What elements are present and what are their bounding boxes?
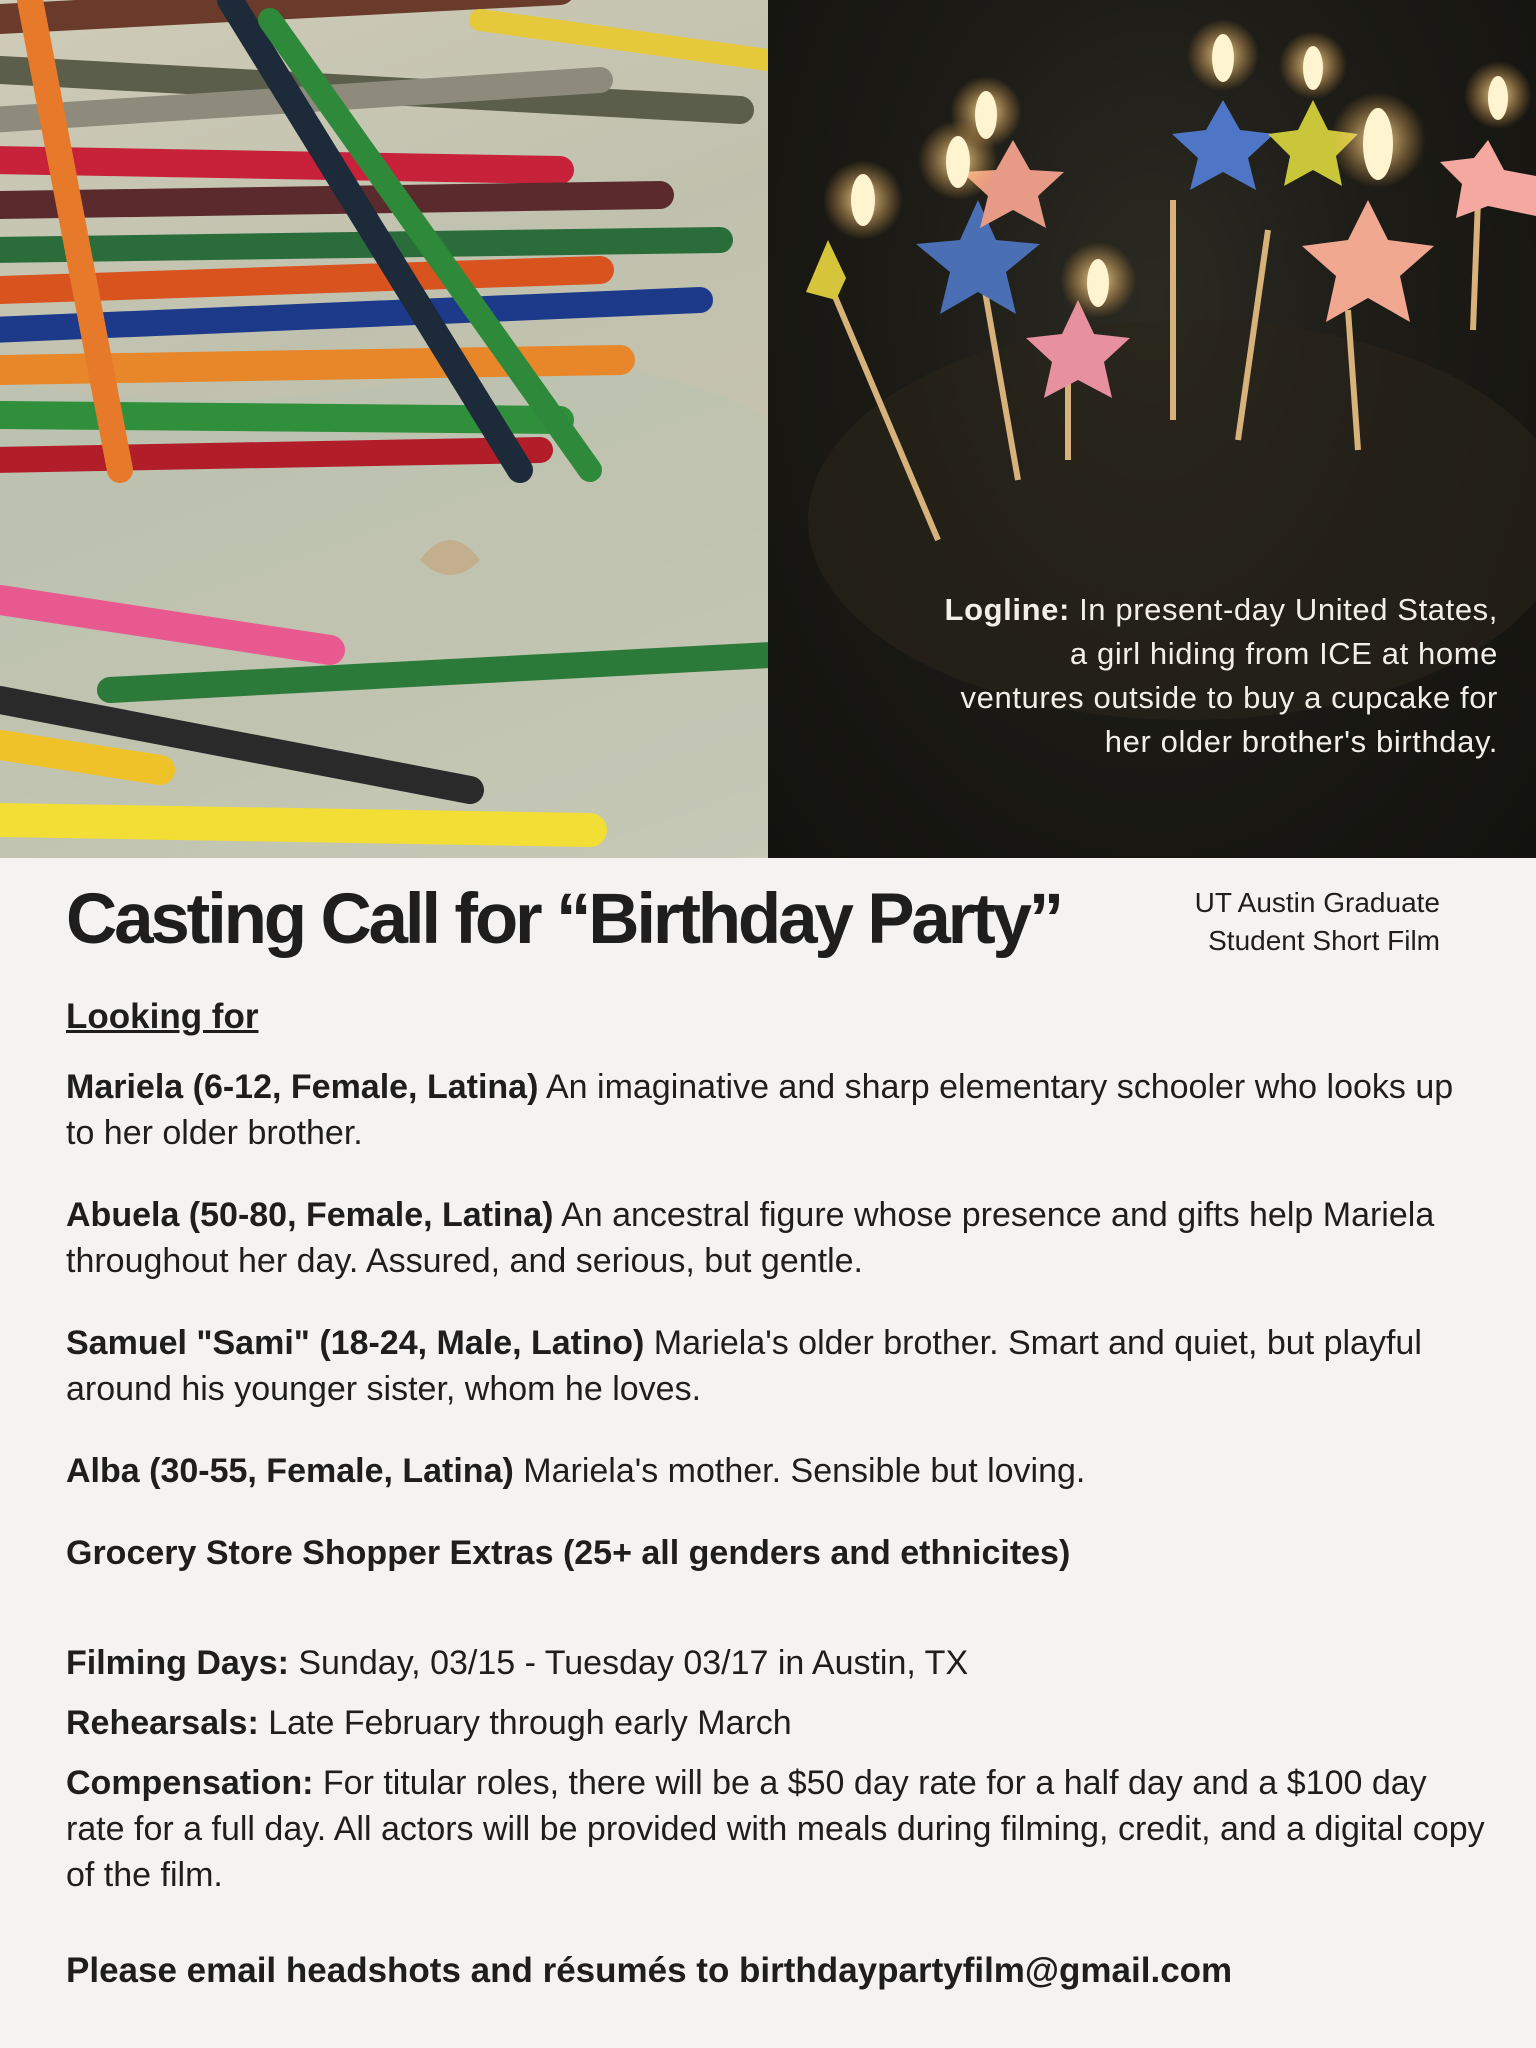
casting-details: [66, 994, 1486, 1994]
role-description: Mariela's older brother. Smart and quiet, but playful around his younger sister, whom he loves.: [66, 1324, 1422, 1408]
birthday-candles-photo: [768, 0, 1536, 858]
info-label: Compensation:: [66, 1764, 314, 1802]
subtitle-line-1: UT Austin Graduate: [1194, 887, 1440, 918]
looking-for-heading: Looking for: [66, 997, 259, 1036]
role-name: Mariela (6-12, Female, Latina): [66, 1068, 539, 1106]
rehearsals: [66, 1700, 1486, 1746]
subtitle-line-2: Student Short Film: [1208, 925, 1440, 956]
logline-label: Logline:: [944, 592, 1070, 627]
info-label: Filming Days:: [66, 1644, 289, 1682]
film-subtitle: [1120, 884, 1440, 960]
contact-instructions: Please email headshots and résumés to birthdaypartyfilm@gmail.com: [66, 1951, 1233, 1990]
role-description: Mariela's mother. Sensible but loving.: [513, 1452, 1086, 1490]
role-mariela: [66, 1064, 1486, 1156]
info-label: Rehearsals:: [66, 1704, 259, 1742]
info-value: Sunday, 03/15 - Tuesday 03/17 in Austin, TX: [288, 1644, 969, 1682]
role-name: Alba (30-55, Female, Latina): [66, 1452, 514, 1490]
role-description: An ancestral figure whose presence and gifts help Mariela throughout her day. Assured, and serious, but gentle.: [66, 1196, 1435, 1280]
logline: [938, 588, 1498, 764]
header-photos: [0, 0, 1536, 858]
role-name: Samuel "Sami" (18-24, Male, Latino): [66, 1324, 645, 1362]
role-name: Abuela (50-80, Female, Latina): [66, 1196, 554, 1234]
role-abuela: [66, 1192, 1486, 1284]
role-description: An imaginative and sharp elementary schooler who looks up to her older brother.: [66, 1068, 1454, 1152]
colored-pencils-illustration: [0, 0, 768, 858]
role-alba: [66, 1448, 1486, 1494]
logline-text: In present-day United States, a girl hiding from ICE at home ventures outside to buy a cupcake for her older brother's birthday.: [960, 592, 1498, 759]
filming-days: [66, 1640, 1486, 1686]
extras-role: Grocery Store Shopper Extras (25+ all genders and ethnicites): [66, 1534, 1071, 1572]
colored-pencils-photo: [0, 0, 768, 858]
page-title: Casting Call for “Birthday Party”: [66, 880, 1062, 959]
compensation: [66, 1760, 1486, 1898]
role-samuel: [66, 1320, 1486, 1412]
info-value: For titular roles, there will be a $50 day rate for a half day and a $100 day rate for a full day. All actors will be provided with meals during filming, credit, and a digital copy of the film.: [66, 1764, 1485, 1894]
info-value: Late February through early March: [258, 1704, 792, 1742]
